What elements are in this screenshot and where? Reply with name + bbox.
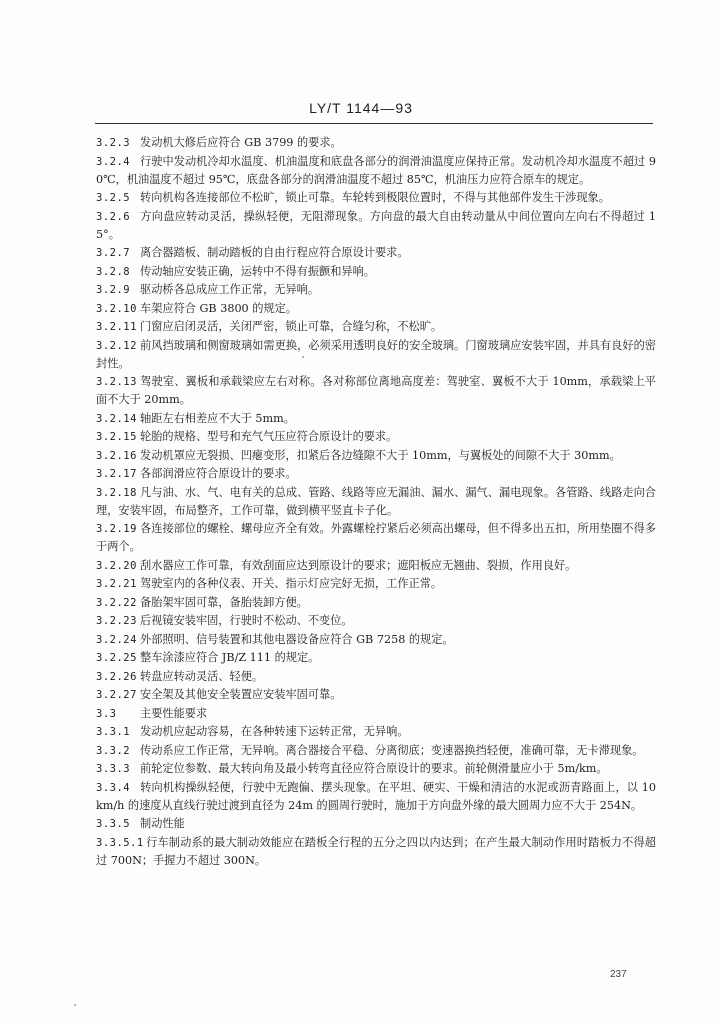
clause-text: 传动系应工作正常，无异响。离合器接合平稳、分离彻底；变速器换挡轻便，准确可靠，无卡滞现象。 xyxy=(140,743,644,757)
clause-text: 发动机罩应无裂损、凹瘪变形，扣紧后各边缝隙不大于 10mm，与翼板处的间隙不大于 30mm。 xyxy=(140,448,621,462)
clause-number: 3.2.8 xyxy=(96,265,131,278)
clause-number: 3.2.19 xyxy=(96,523,137,535)
clause-number: 3.2.13 xyxy=(96,376,137,388)
clause-paragraph xyxy=(96,447,656,465)
clause-number: 3.2.17 xyxy=(96,468,137,480)
clause-number: 3.3.3 xyxy=(96,763,131,775)
clause-paragraph xyxy=(96,300,656,318)
clause-number: 3.3.2 xyxy=(96,744,131,757)
clause-paragraph xyxy=(96,208,656,244)
clause-paragraph xyxy=(96,281,656,299)
clause-number: 3.2.23 xyxy=(96,615,137,627)
clause-paragraph xyxy=(96,189,656,207)
clause-paragraph xyxy=(96,244,656,262)
clause-number: 3.2.14 xyxy=(96,412,137,425)
clause-text: 驾驶室内的各种仪表、开关、指示灯应完好无损，工作正常。 xyxy=(140,577,443,590)
clause-number: 3.3.1 xyxy=(96,726,131,738)
clause-number: 3.2.7 xyxy=(96,247,131,259)
clause-paragraph xyxy=(96,373,656,409)
clause-number: 3.3 xyxy=(96,707,117,720)
clause-text: 刮水器应工作可靠，有效刮面应达到原设计的要求；遮阳板应无翘曲、裂损，作用良好。 xyxy=(140,558,577,572)
clause-paragraph xyxy=(96,337,656,373)
clause-text: 前轮定位参数、最大转向角及最小转弯直径应符合原设计的要求。前轮侧滑量应小于 5m/km。 xyxy=(140,762,608,775)
clause-number: 3.2.5 xyxy=(96,192,131,204)
clause-text: 转向机构操纵轻便，行驶中无跑偏、摆头现象。在平坦、硬实、干燥和清洁的水泥或沥青路面上，以 10km/h 的速度从直线行驶过渡到直径为 24m 的圆周行驶时，施加于方向盘外缘的最大圆周力应不大于 254N。 xyxy=(96,780,656,812)
clause-number: 3.2.10 xyxy=(96,302,137,315)
clause-paragraph xyxy=(96,742,656,760)
clause-paragraph xyxy=(96,649,656,667)
clause-paragraph xyxy=(96,410,656,428)
clause-number: 3.2.18 xyxy=(96,486,137,499)
clause-text: 驾驶室、翼板和承载梁应左右对称。各对称部位离地高度差：驾驶室、翼板不大于 10mm，承载梁上平面不大于 20mm。 xyxy=(96,375,656,406)
clause-paragraph xyxy=(96,153,656,189)
clause-text: 方向盘应转动灵活，操纵轻便，无阻滞现象。方向盘的最大自由转动量从中间位置向左向右不得超过 15°。 xyxy=(96,209,656,241)
clause-number: 3.3.5 xyxy=(96,818,131,830)
clause-number: 3.2.22 xyxy=(96,596,137,609)
clause-text: 轮胎的规格、型号和充气气压应符合原设计的要求。 xyxy=(140,430,398,443)
clause-text: 前风挡玻璃和侧窗玻璃如需更换，必须采用透明良好的安全玻璃。门窗玻璃应安装牢固，并具有良好的密封性。 xyxy=(96,338,656,370)
clause-text: 整车涂漆应符合 JB/Z 111 的规定。 xyxy=(140,651,320,664)
clause-text: 安全架及其他安全装置应安装牢固可靠。 xyxy=(140,688,342,701)
clause-paragraph xyxy=(96,134,656,152)
clause-paragraph xyxy=(96,465,656,483)
clause-paragraph xyxy=(96,815,656,833)
clause-text: 主要性能要求 xyxy=(140,706,208,720)
clause-number: 3.3.4 xyxy=(96,781,131,794)
clause-number: 3.2.15 xyxy=(96,431,137,443)
clause-number: 3.2.26 xyxy=(96,670,137,683)
clause-paragraph xyxy=(96,484,656,520)
clause-paragraph xyxy=(96,723,656,741)
clause-paragraph xyxy=(96,779,656,815)
scan-speck xyxy=(74,1004,76,1006)
clause-number: 3.2.6 xyxy=(96,210,131,223)
clause-paragraph xyxy=(96,760,656,778)
clause-text: 轴距左右相差应不大于 5mm。 xyxy=(140,411,295,425)
scan-speck xyxy=(302,356,304,358)
clause-number: 3.3.5.1 xyxy=(96,836,144,849)
clause-number: 3.2.12 xyxy=(96,339,137,352)
clause-body xyxy=(96,134,656,870)
clause-text: 备胎架牢固可靠，备胎装卸方便。 xyxy=(140,595,308,609)
clause-number: 3.2.24 xyxy=(96,633,137,646)
clause-paragraph xyxy=(96,631,656,649)
clause-paragraph xyxy=(96,668,656,686)
clause-text: 转盘应转动灵活、轻便。 xyxy=(140,669,264,683)
clause-number: 3.2.3 xyxy=(96,137,131,149)
clause-text: 制动性能 xyxy=(140,817,185,830)
page-number: 237 xyxy=(610,969,627,980)
clause-text: 转向机构各连接部位不松旷，锁止可靠。车轮转到极限位置时，不得与其他部件发生干涉现象。 xyxy=(140,191,610,204)
clause-paragraph xyxy=(96,612,656,630)
clause-text: 传动轴应安装正确，运转中不得有振颤和异响。 xyxy=(140,264,375,278)
clause-text: 行驶中发动机冷却水温度、机油温度和底盘各部分的润滑油温度应保持正常。发动机冷却水温度不超过 90℃，机油温度不超过 95℃，底盘各部分的润滑油温度不超过 85℃，机油压力应符合原车的规定。 xyxy=(96,154,656,186)
clause-text: 后视镜安装牢固，行驶时不松动、不变位。 xyxy=(140,614,353,627)
clause-text: 各部润滑应符合原设计的要求。 xyxy=(140,467,297,480)
clause-paragraph xyxy=(96,318,656,336)
clause-paragraph xyxy=(96,594,656,612)
clause-number: 3.2.4 xyxy=(96,155,131,168)
clause-paragraph xyxy=(96,834,656,870)
clause-text: 外部照明、信号装置和其他电器设备应符合 GB 7258 的规定。 xyxy=(140,632,454,646)
clause-paragraph xyxy=(96,705,656,723)
clause-text: 离合器踏板、制动踏板的自由行程应符合原设计要求。 xyxy=(140,246,409,259)
clause-text: 各连接部位的螺栓、螺母应齐全有效。外露螺栓拧紧后必须高出螺母，但不得多出五扣，所用垫圈不得多于两个。 xyxy=(96,522,656,553)
clause-text: 车架应符合 GB 3800 的规定。 xyxy=(140,301,297,315)
clause-number: 3.2.27 xyxy=(96,689,137,701)
clause-number: 3.2.9 xyxy=(96,284,131,296)
clause-text: 凡与油、水、气、电有关的总成、管路、线路等应无漏油、漏水、漏气、漏电现象。各管路、线路走向合理，安装牢固，布局整齐，工作可靠，做到横平竖直卡子化。 xyxy=(96,485,656,517)
clause-paragraph xyxy=(96,520,656,556)
clause-text: 门窗应启闭灵活，关闭严密，锁止可靠，合缝匀称，不松旷。 xyxy=(140,320,443,333)
standard-code-header: LY/T 1144—93 xyxy=(309,100,413,116)
clause-paragraph xyxy=(96,263,656,281)
clause-text: 发动机应起动容易，在各种转速下运转正常，无异响。 xyxy=(140,725,409,738)
clause-text: 行车制动系的最大制动效能应在踏板全行程的五分之四以内达到；在产生最大制动作用时踏板力不得超过 700N；手握力不超过 300N。 xyxy=(96,835,656,867)
header-rule xyxy=(95,123,653,124)
clause-text: 驱动桥各总成应工作正常，无异响。 xyxy=(140,283,320,296)
clause-paragraph xyxy=(96,557,656,575)
clause-number: 3.2.16 xyxy=(96,449,137,462)
clause-number: 3.2.20 xyxy=(96,559,137,572)
clause-paragraph xyxy=(96,686,656,704)
clause-paragraph xyxy=(96,428,656,446)
clause-number: 3.2.21 xyxy=(96,578,137,590)
clause-number: 3.2.11 xyxy=(96,321,137,333)
clause-text: 发动机大修后应符合 GB 3799 的要求。 xyxy=(140,136,342,149)
clause-paragraph xyxy=(96,575,656,593)
clause-number: 3.2.25 xyxy=(96,652,137,664)
